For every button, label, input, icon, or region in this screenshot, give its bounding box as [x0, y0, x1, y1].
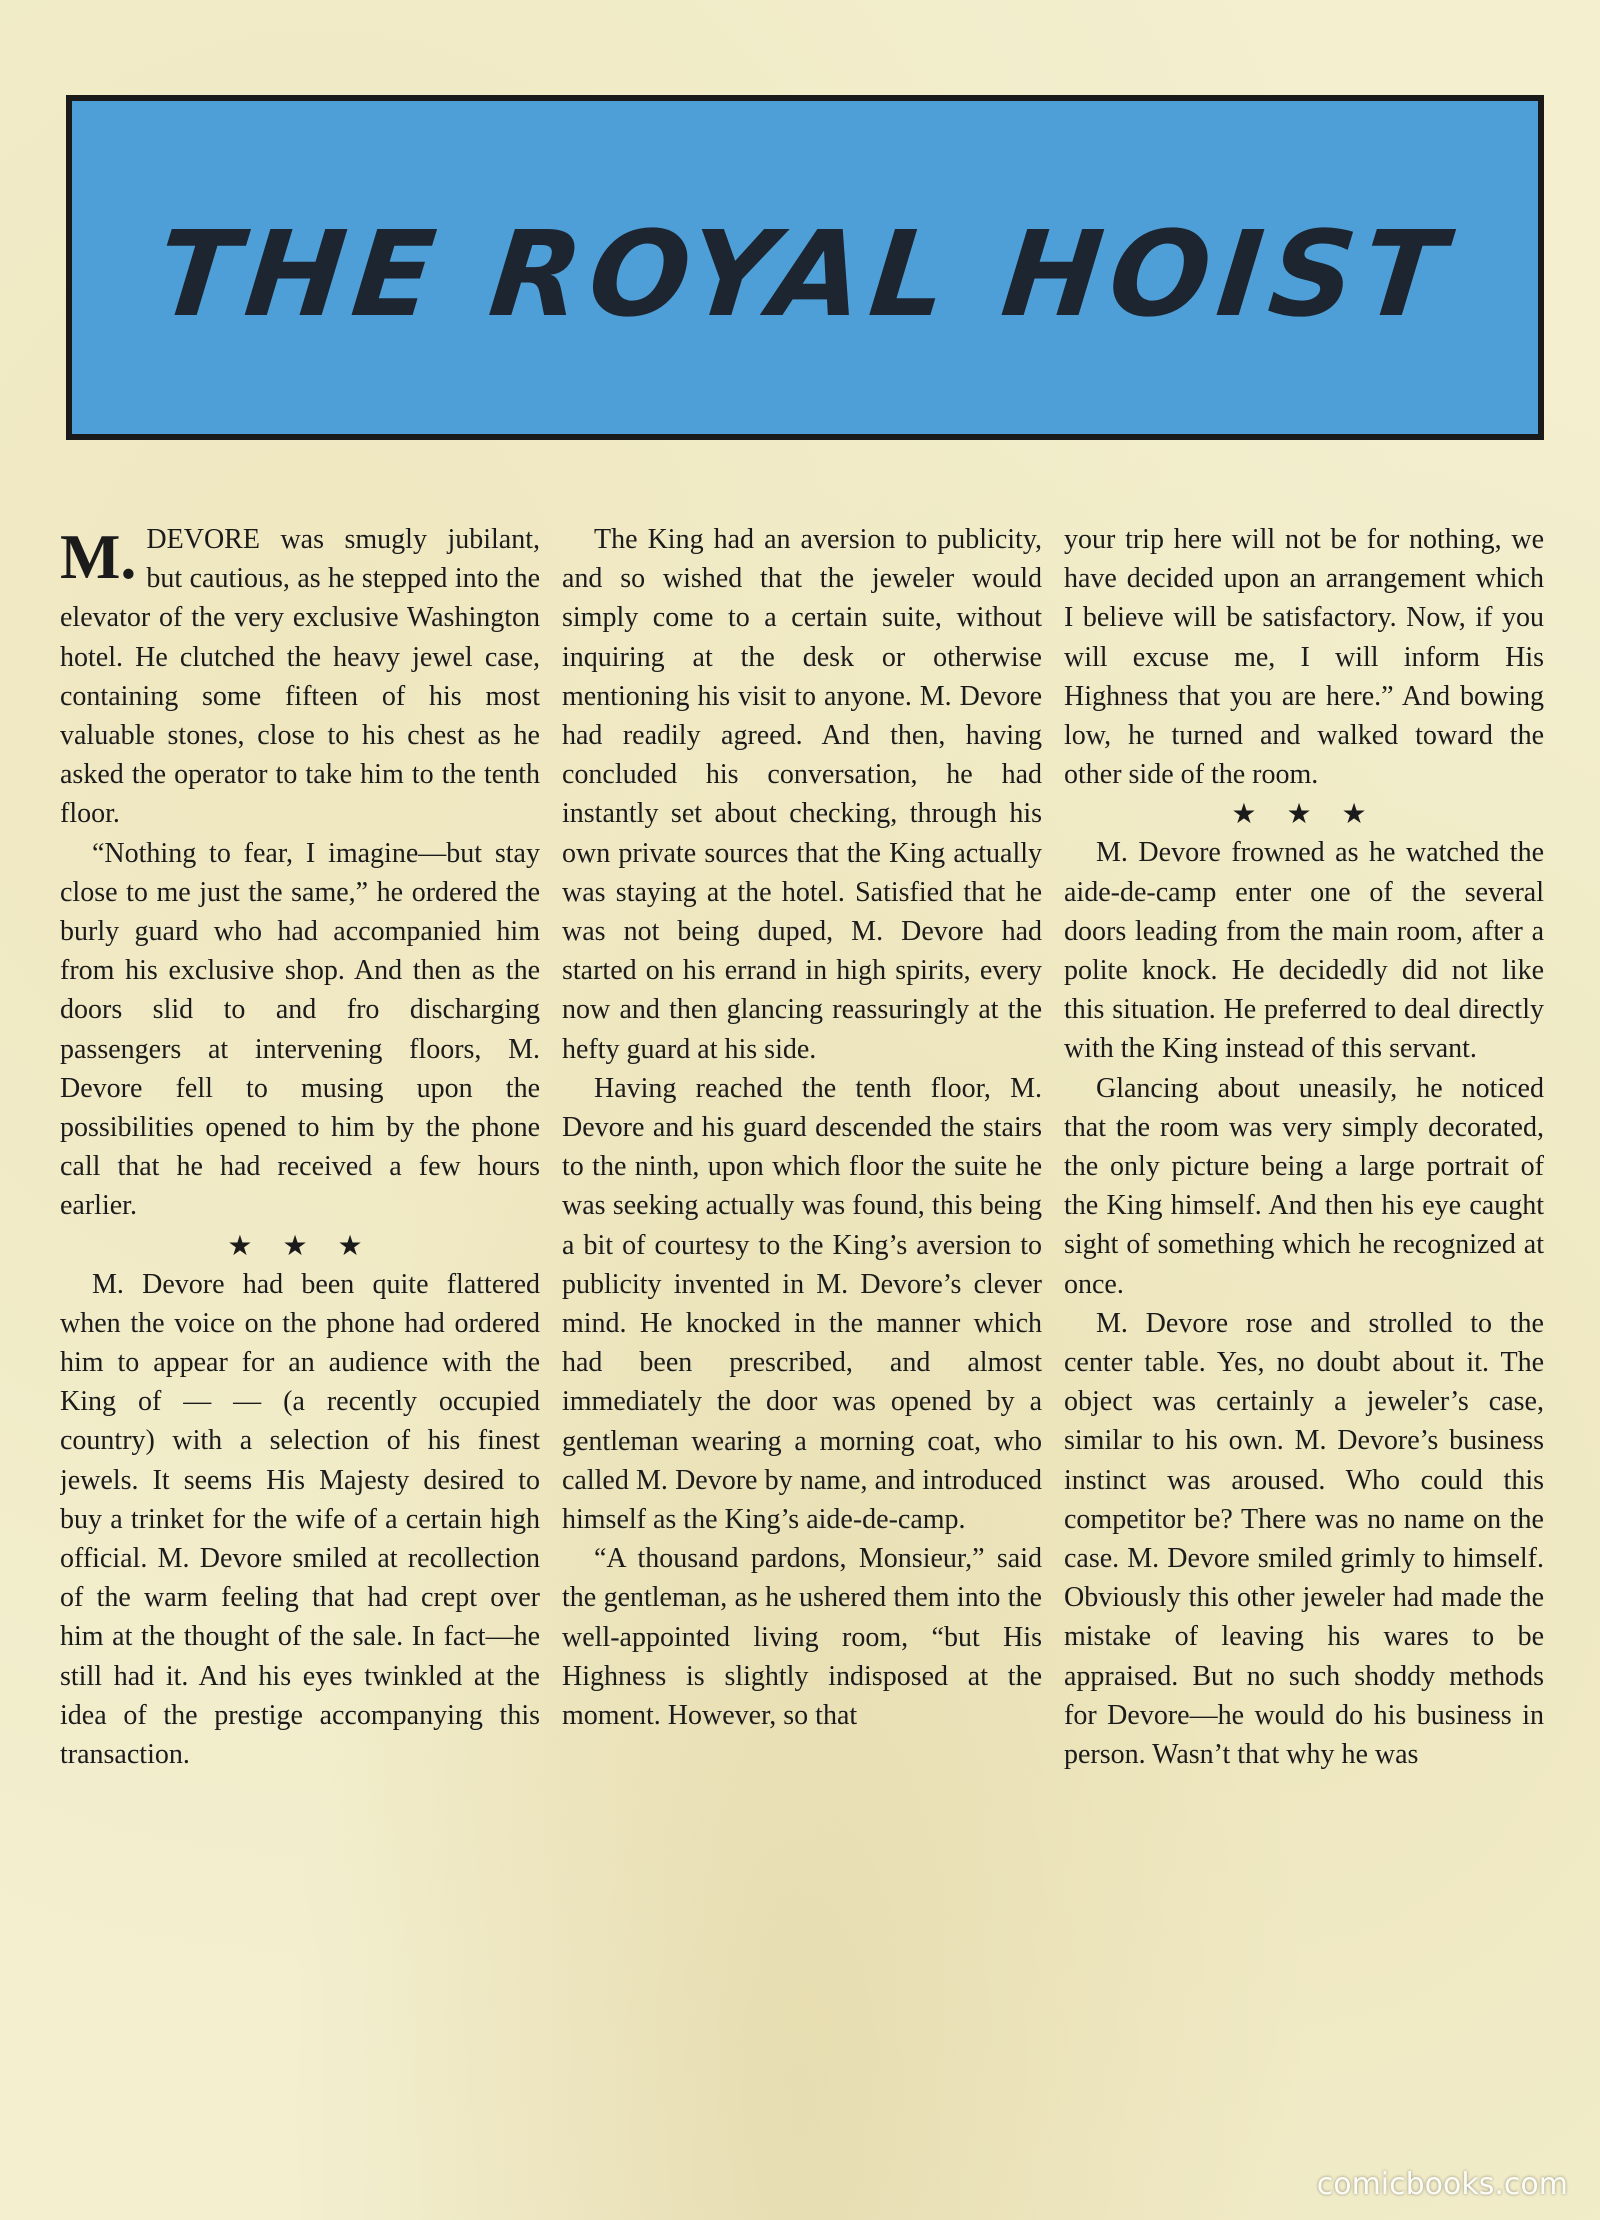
story-columns — [60, 520, 1544, 2080]
text-column-3 — [1064, 520, 1544, 2080]
title-banner — [66, 95, 1544, 440]
paragraph: M. Devore had been quite flattered when the voice on the phone had ordered him to appear for an audience with the King of — — (a recently occupied country) with a selection of his finest jewels. It seems His Majesty desired to buy a trinket for the wife of a certain high official. M. Devore smiled at recollection of the warm feeling that had crept over him at the thought of the sale. In fact—he still had it. And his eyes twinkled at the idea of the prestige accompanying this transaction. — [60, 1268, 540, 1771]
section-break-stars: ★★★ — [1231, 797, 1397, 831]
paragraph: M. Devore rose and strolled to the center table. Yes, no doubt about it. The object was certainly a jeweler’s case, similar to his own. M. Devore’s business instinct was aroused. Who could this competitor be? There was no name on the case. M. Devore smiled grimly to himself. Obviously this other jeweler had made the mistake of leaving his wares to be appraised. But no such shoddy methods for Devore—he would do his business in person. Wasn’t that why he was — [1064, 1307, 1544, 1771]
paragraph — [60, 520, 540, 834]
drop-cap: M. — [60, 521, 137, 592]
text-column-2 — [562, 520, 1042, 2080]
paragraph: M. Devore frowned as he watched the aide-de-camp enter one of the several doors leading from the main room, after a polite knock. He decidedly did not like this situation. He preferred to deal directly with the King instead of this servant. — [1064, 837, 1544, 1065]
paragraph-text: DEVORE was smugly jubilant, but cautious, as he stepped into the elevator of the very exclusive Washington hotel. He clutched the heavy jewel case, containing some fifteen of his most valuable stones, close to his chest as he asked the operator to take him to the tenth floor. — [60, 524, 540, 830]
paragraph: your trip here will not be for nothing, we have decided upon an arrangement which I believe will be satisfactory. Now, if you will excuse me, I will inform His Highness that you are here.” And bowing low, he turned and walked toward the other side of the room. — [1064, 524, 1544, 791]
section-break-stars: ★★★ — [227, 1228, 393, 1262]
paragraph: Glancing about uneasily, he noticed that the room was very simply decorated, the only picture being a large portrait of the King himself. And then his eye caught sight of something which he recognized at once. — [1064, 1072, 1544, 1300]
text-column-1 — [60, 520, 540, 2080]
paragraph: The King had an aversion to publicity, and so wished that the jeweler would simply come to a certain suite, without inquiring at the desk or otherwise mentioning his visit to anyone. M. Devore had readily agreed. And then, having concluded his conversation, he had instantly set about checking, through his own private sources that the King actually was staying at the hotel. Satisfied that he was not being duped, M. Devore had started on his errand in high spirits, every now and then glancing reassuringly at the hefty guard at his side. — [562, 524, 1042, 1065]
watermark: comicbooks.com — [1316, 2167, 1568, 2202]
paragraph: Having reached the tenth floor, M. Devore and his guard descended the stairs to the ninth, upon which floor the suite he was seeking actually was found, this being a bit of courtesy to the King’s aversion to publicity invented in M. Devore’s clever mind. He knocked in the manner which had been prescribed, and almost immediately the door was opened by a gentleman wearing a morning coat, who called M. Devore by name, and introduced himself as the King’s aide-de-camp. — [562, 1072, 1042, 1536]
paragraph: “Nothing to fear, I imagine—but stay close to me just the same,” he ordered the burly guard who had accompanied him from his exclusive shop. And then as the doors slid to and fro discharging passengers at intervening floors, M. Devore fell to musing upon the possibilities opened to him by the phone call that he had received a few hours earlier. — [60, 837, 540, 1222]
paragraph: “A thousand pardons, Monsieur,” said the gentleman, as he ushered them into the well-appointed living room, “but His Highness is slightly indisposed at the moment. However, so that — [562, 1543, 1042, 1732]
story-title: THE ROYAL HOIST — [150, 204, 1460, 343]
